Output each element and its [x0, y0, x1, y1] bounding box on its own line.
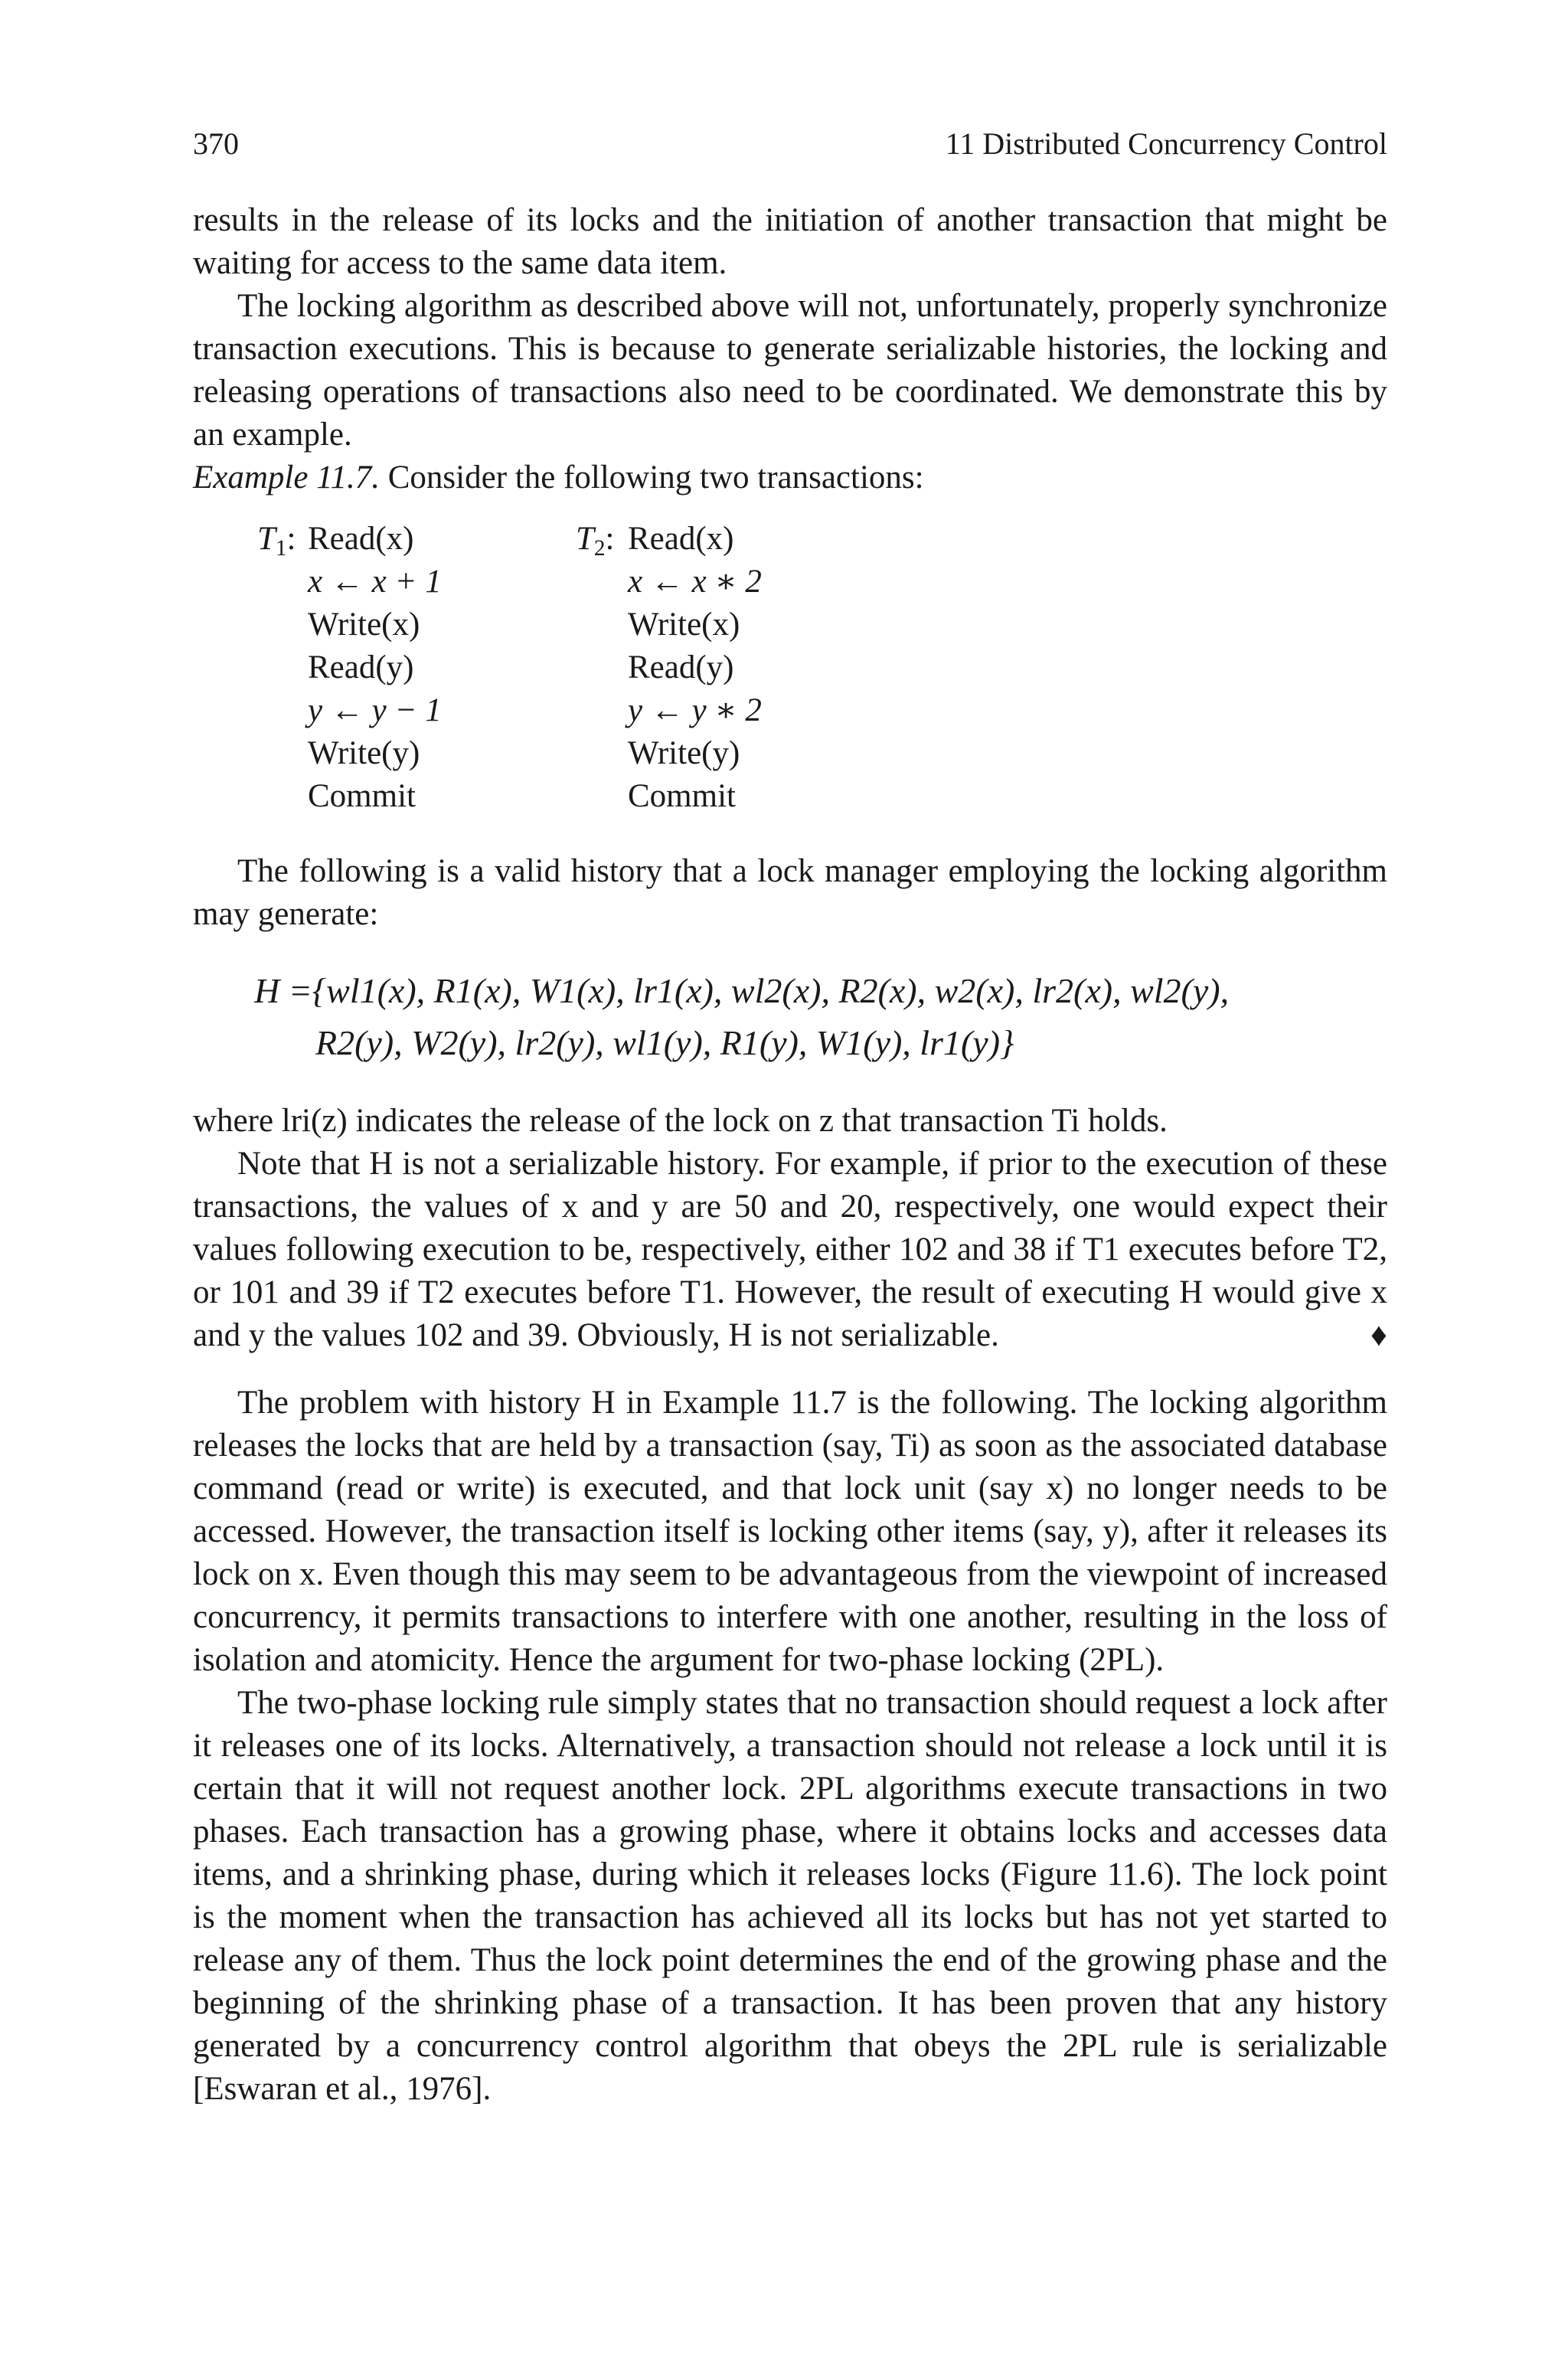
- two-phase-locking-text: [193, 1382, 1387, 2111]
- paragraph-7: The two-phase locking rule simply states that no transaction should request a lock after it releases one of its locks. Alternatively, a transaction should not release a lock until it is certain that it will not request another lock. 2PL algorithms execute transactions in two phases. Each transaction has a growing phase, where it obtains locks and accesses data items, and a shrinking phase, during which it releases locks (Figure 11.6). The lock point is the moment when the transaction has achieved all its locks but has not yet started to release any of them. Thus the lock point determines the end of the growing phase and the beginning of the shrinking phase of a transaction. It has been proven that any history generated by a concurrency control algorithm that obeys the 2PL rule is serializable [Eswaran et al., 1976].: [193, 1685, 1387, 2107]
- history-intro: [193, 850, 1387, 936]
- history-equation-line-1: H ={wl1(x), R1(x), W1(x), lr1(x), wl2(x), R2(x), w2(x), lr2(x), wl2(y),: [254, 971, 1230, 1010]
- t1-line: Read(y): [308, 649, 414, 685]
- paragraph-1: results in the release of its locks and the initiation of another transaction that might be waiting for access to the same data item.: [193, 202, 1387, 281]
- t2-line: Read(x): [628, 521, 734, 557]
- paragraph-4: where lri(z) indicates the release of the lock on z that transaction Ti holds.: [193, 1103, 1168, 1139]
- transaction-t2: [628, 518, 762, 818]
- t2-line: Write(y): [628, 735, 740, 771]
- history-equation-line-2: R2(y), W2(y), lr2(y), wl1(y), R1(y), W1(y), lr1(y)}: [315, 1023, 1014, 1062]
- t1-line: Commit: [308, 778, 416, 814]
- paragraph-2: The locking algorithm as described above will not, unfortunately, properly synchronize transaction executions. This is because to generate serializable histories, the locking and releasing operations of transactions also need to be coordinated. We demonstrate this by an example.: [193, 288, 1387, 453]
- t1-line: x ← x + 1: [308, 564, 442, 600]
- transaction-t2-label: $T_2$:: [576, 521, 615, 561]
- running-header: [193, 121, 1387, 167]
- transaction-t1-label: $T_1$:: [257, 521, 296, 561]
- example-text: Consider the following two transactions:: [387, 460, 924, 496]
- intro-text: [193, 199, 1387, 499]
- t2-line: x ← x ∗ 2: [628, 564, 762, 600]
- page-number: 370: [193, 126, 239, 161]
- chapter-title: 11 Distributed Concurrency Control: [945, 126, 1387, 161]
- end-of-example-mark: ♦: [1370, 1317, 1387, 1353]
- example-label: Example 11.7.: [193, 460, 380, 496]
- t1-line: y ← y − 1: [308, 692, 442, 728]
- t2-line: y ← y ∗ 2: [628, 692, 762, 728]
- t2-line: Commit: [628, 778, 736, 814]
- t2-line: Write(x): [628, 607, 740, 643]
- paragraph-5: [193, 1143, 1387, 1357]
- paragraph-6: The problem with history H in Example 11.7 is the following. The locking algorithm releases the locks that are held by a transaction (say, Ti) as soon as the associated database command (read or write) is executed, and that lock unit (say x) no longer needs to be accessed. However, the transaction itself is locking other items (say, y), after it releases its lock on x. Even though this may seem to be advantageous from the viewpoint of increased concurrency, it permits transactions to interfere with one another, resulting in the loss of isolation and atomicity. Hence the argument for two-phase locking (2PL).: [193, 1385, 1387, 1678]
- t1-line: Write(y): [308, 735, 420, 771]
- paragraph-5-text: Note that H is not a serializable history. For example, if prior to the execution of these transactions, the values of x and y are 50 and 20, respectively, one would expect their values following execution to be, respectively, either 102 and 38 if T1 executes before T2, or 101 and 39 if T2 executes before T1. However, the result of executing H would give x and y the values 102 and 39. Obviously, H is not serializable.: [193, 1146, 1387, 1353]
- t1-line: Read(x): [308, 521, 414, 557]
- paragraph-3: The following is a valid history that a lock manager employing the locking algorithm may generate:: [193, 853, 1387, 932]
- t1-line: Write(x): [308, 607, 420, 643]
- t2-line: Read(y): [628, 649, 734, 685]
- example-heading: [193, 456, 1387, 499]
- history-discussion: [193, 1100, 1387, 1357]
- transaction-t1: [308, 518, 442, 818]
